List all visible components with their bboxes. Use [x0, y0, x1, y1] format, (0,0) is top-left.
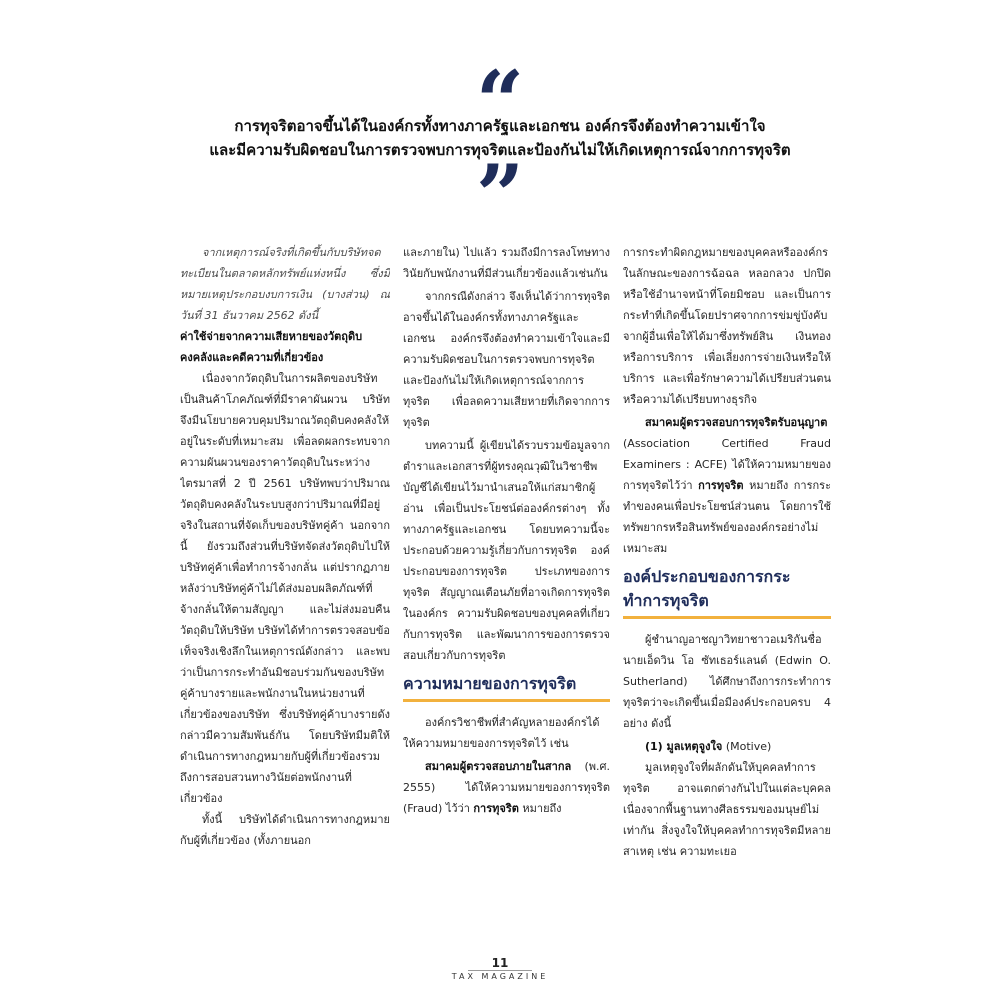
note-subheading: ค่าใช้จ่ายจากความเสียหายของวัตถุดิบคงคลังและคดีความที่เกี่ยวข้อง — [180, 330, 363, 364]
article-column-3 — [623, 242, 831, 952]
article-column-1 — [180, 242, 390, 952]
section-heading-fraud-elements: องค์ประกอบของการกระทำการทุจริต — [623, 565, 831, 619]
body-paragraph — [623, 736, 831, 757]
term-motive: (1) มูลเหตุจูงใจ — [645, 740, 723, 753]
term-iia: สมาคมผู้ตรวจสอบภายในสากล — [425, 760, 572, 773]
body-text: หมายถึง การกระทำของคนเพื่อประโยชน์ส่วนตน โดยการใช้ทรัพยากรหรือสินทรัพย์ขององค์กรอย่างไม่เหมาะสม — [623, 479, 831, 555]
page-number: 11 — [491, 956, 509, 970]
body-paragraph: ผู้ชำนาญอาชญาวิทยาชาวอเมริกันชื่อ นายเอ็ดวิน โอ ซัทเธอร์แลนด์ (Edwin O. Sutherland) ได้ศึกษาถึงการกระทำการทุจริตว่าจะเกิดขึ้นเมื่อมีองค์ประกอบครบ 4 อย่าง ดังนี้ — [623, 633, 831, 730]
intro-paragraph: จากเหตุการณ์จริงที่เกิดขึ้นกับบริษัทจดทะเบียนในตลาดหลักทรัพย์แห่งหนึ่ง ซึ่งมีหมายเหตุประกอบงบการเงิน (บางส่วน) ณ วันที่ 31 ธันวาคม 2562 ดังนี้ — [180, 246, 390, 322]
close-quote-mark: ” — [475, 146, 525, 245]
body-paragraph: ทั้งนี้ บริษัทได้ดำเนินการทางกฎหมายกับผู้ที่เกี่ยวข้อง (ทั้งภายนอก — [180, 813, 390, 847]
term-acfe: สมาคมผู้ตรวจสอบการทุจริตรับอนุญาต — [645, 416, 828, 429]
body-paragraph: และภายใน) ไปแล้ว รวมถึงมีการลงโทษทางวินัยกับพนักงานที่มีส่วนเกี่ยวข้องแล้วเช่นกัน — [403, 246, 610, 280]
open-quote-mark: “ — [475, 52, 525, 151]
pull-quote-line-2: และมีความรับผิดชอบในการตรวจพบการทุจริตและป้องกันไม่ให้เกิดเหตุการณ์จากการทุจริต — [209, 141, 791, 159]
section-heading-fraud-meaning: ความหมายของการทุจริต — [403, 672, 610, 702]
body-text: (Association Certified Fraud Examiners : ACFE) ได้ให้ความหมายของการทุจริตไว้ว่า — [623, 437, 831, 492]
article-column-2 — [403, 242, 610, 952]
body-paragraph: บทความนี้ ผู้เขียนได้รวบรวมข้อมูลจากตำราและเอกสารที่ผู้ทรงคุณวุฒิในวิชาชีพบัญชีได้เขียนไว้มานำเสนอให้แก่สมาชิกผู้อ่าน เพื่อเป็นประโยชน์ต่อองค์กรต่างๆ ทั้งทางภาครัฐและเอกชน โดยบทความนี้จะประกอบด้วยความรู้เกี่ยวกับการทุจริต องค์ประกอบของการทุจริต ประเภทของการทุจริต สัญญาณเตือนภัยที่อาจเกิดการทุจริตในองค์กร ความรับผิดชอบของบุคคลที่เกี่ยวกับการทุจริต และพัฒนาการของการตรวจสอบเกี่ยวกับการทุจริต — [403, 439, 610, 662]
footer-divider — [468, 970, 532, 971]
body-paragraph: การกระทำผิดกฎหมายของบุคคลหรือองค์กรในลักษณะของการฉ้อฉล หลอกลวง ปกปิด หรือใช้อำนาจหน้าที่โดยมิชอบ และเป็นการกระทำที่เกิดขึ้นโดยปราศจากการข่มขู่บังคับจากผู้อื่นเพื่อให้ได้มาซึ่งทรัพย์สิน เงินทอง หรือการบริการ เพื่อเลี่ยงการจ่ายเงินหรือให้บริการ และเพื่อรักษาความได้เปรียบส่วนตน หรือความได้เปรียบทางธุรกิจ — [623, 246, 831, 406]
body-text: หมายถึง — [518, 802, 562, 815]
body-paragraph — [623, 412, 831, 559]
body-paragraph — [403, 756, 610, 819]
term-fraud: การทุจริต — [698, 479, 744, 492]
term-fraud: การทุจริต — [473, 802, 519, 815]
pull-quote-line-1: การทุจริตอาจขึ้นได้ในองค์กรทั้งทางภาครัฐและเอกชน องค์กรจึงต้องทำความเข้าใจ — [234, 117, 766, 135]
magazine-name: TAX MAGAZINE — [451, 972, 549, 981]
body-paragraph: มูลเหตุจูงใจที่ผลักดันให้บุคคลทำการทุจริต อาจแตกต่างกันไปในแต่ละบุคคล เนื่องจากพื้นฐานทางศีลธรรมของมนุษย์ไม่เท่ากัน สิ่งจูงใจให้บุคคลทำการทุจริตมีหลายสาเหตุ เช่น ความทะเยอ — [623, 761, 831, 858]
body-text: (พ.ศ. 2555) ได้ให้ความหมายของการทุจริต (Fraud) ไว้ว่า — [403, 760, 610, 815]
body-paragraph: เนื่องจากวัตถุดิบในการผลิตของบริษัทเป็นสินค้าโภคภัณฑ์ที่มีราคาผันผวน บริษัทจึงมีนโยบายควบคุมปริมาณวัตถุดิบคงคลังให้อยู่ในระดับที่เหมาะสม เพื่อลดผลกระทบจากความผันผวนของราคาวัตถุดิบในระหว่างไตรมาสที่ 2 ปี 2561 บริษัทพบว่าปริมาณวัตถุดิบคงคลังในระบบสูงกว่าปริมาณที่มีอยู่จริงในสถานที่จัดเก็บของบริษัทคู่ค้า นอกจากนี้ ยังรวมถึงส่วนที่บริษัทจัดส่งวัตถุดิบไปให้บริษัทคู่ค้าเพื่อทำการจ้างกลั่น แต่ปรากฏภายหลังว่าบริษัทคู่ค้าไม่ได้ส่งมอบผลิตภัณฑ์ที่จ้างกลั่นให้ตามสัญญา และไม่ส่งมอบคืนวัตถุดิบให้บริษัท บริษัทได้ทำการตรวจสอบข้อเท็จจริงเชิงลึกในเหตุการณ์ดังกล่าว และพบว่าเป็นการกระทำอันมิชอบร่วมกันของบริษัทคู่ค้าบางรายและพนักงานในหน่วยงานที่เกี่ยวข้องของบริษัท ซึ่งบริษัทคู่ค้าบางรายดังกล่าวมีความสัมพันธ์กัน โดยบริษัทมีมติให้ดำเนินการทางกฎหมายกับผู้ที่เกี่ยวข้องรวมถึงการสอบสวนทางวินัยต่อพนักงานที่เกี่ยวข้อง — [180, 372, 390, 805]
body-paragraph: องค์กรวิชาชีพที่สำคัญหลายองค์กรได้ให้ความหมายของการทุจริตไว้ เช่น — [403, 716, 600, 750]
body-paragraph: จากกรณีดังกล่าว จึงเห็นได้ว่าการทุจริตอาจขึ้นได้ในองค์กรทั้งทางภาครัฐและเอกชน องค์กรจึงต้องทำความเข้าใจและมีความรับผิดชอบในการตรวจพบการทุจริตและป้องกันไม่ให้เกิดเหตุการณ์จากการทุจริต เพื่อลดความเสียหายที่เกิดจากการทุจริต — [403, 290, 610, 429]
body-text: (Motive) — [722, 740, 772, 753]
